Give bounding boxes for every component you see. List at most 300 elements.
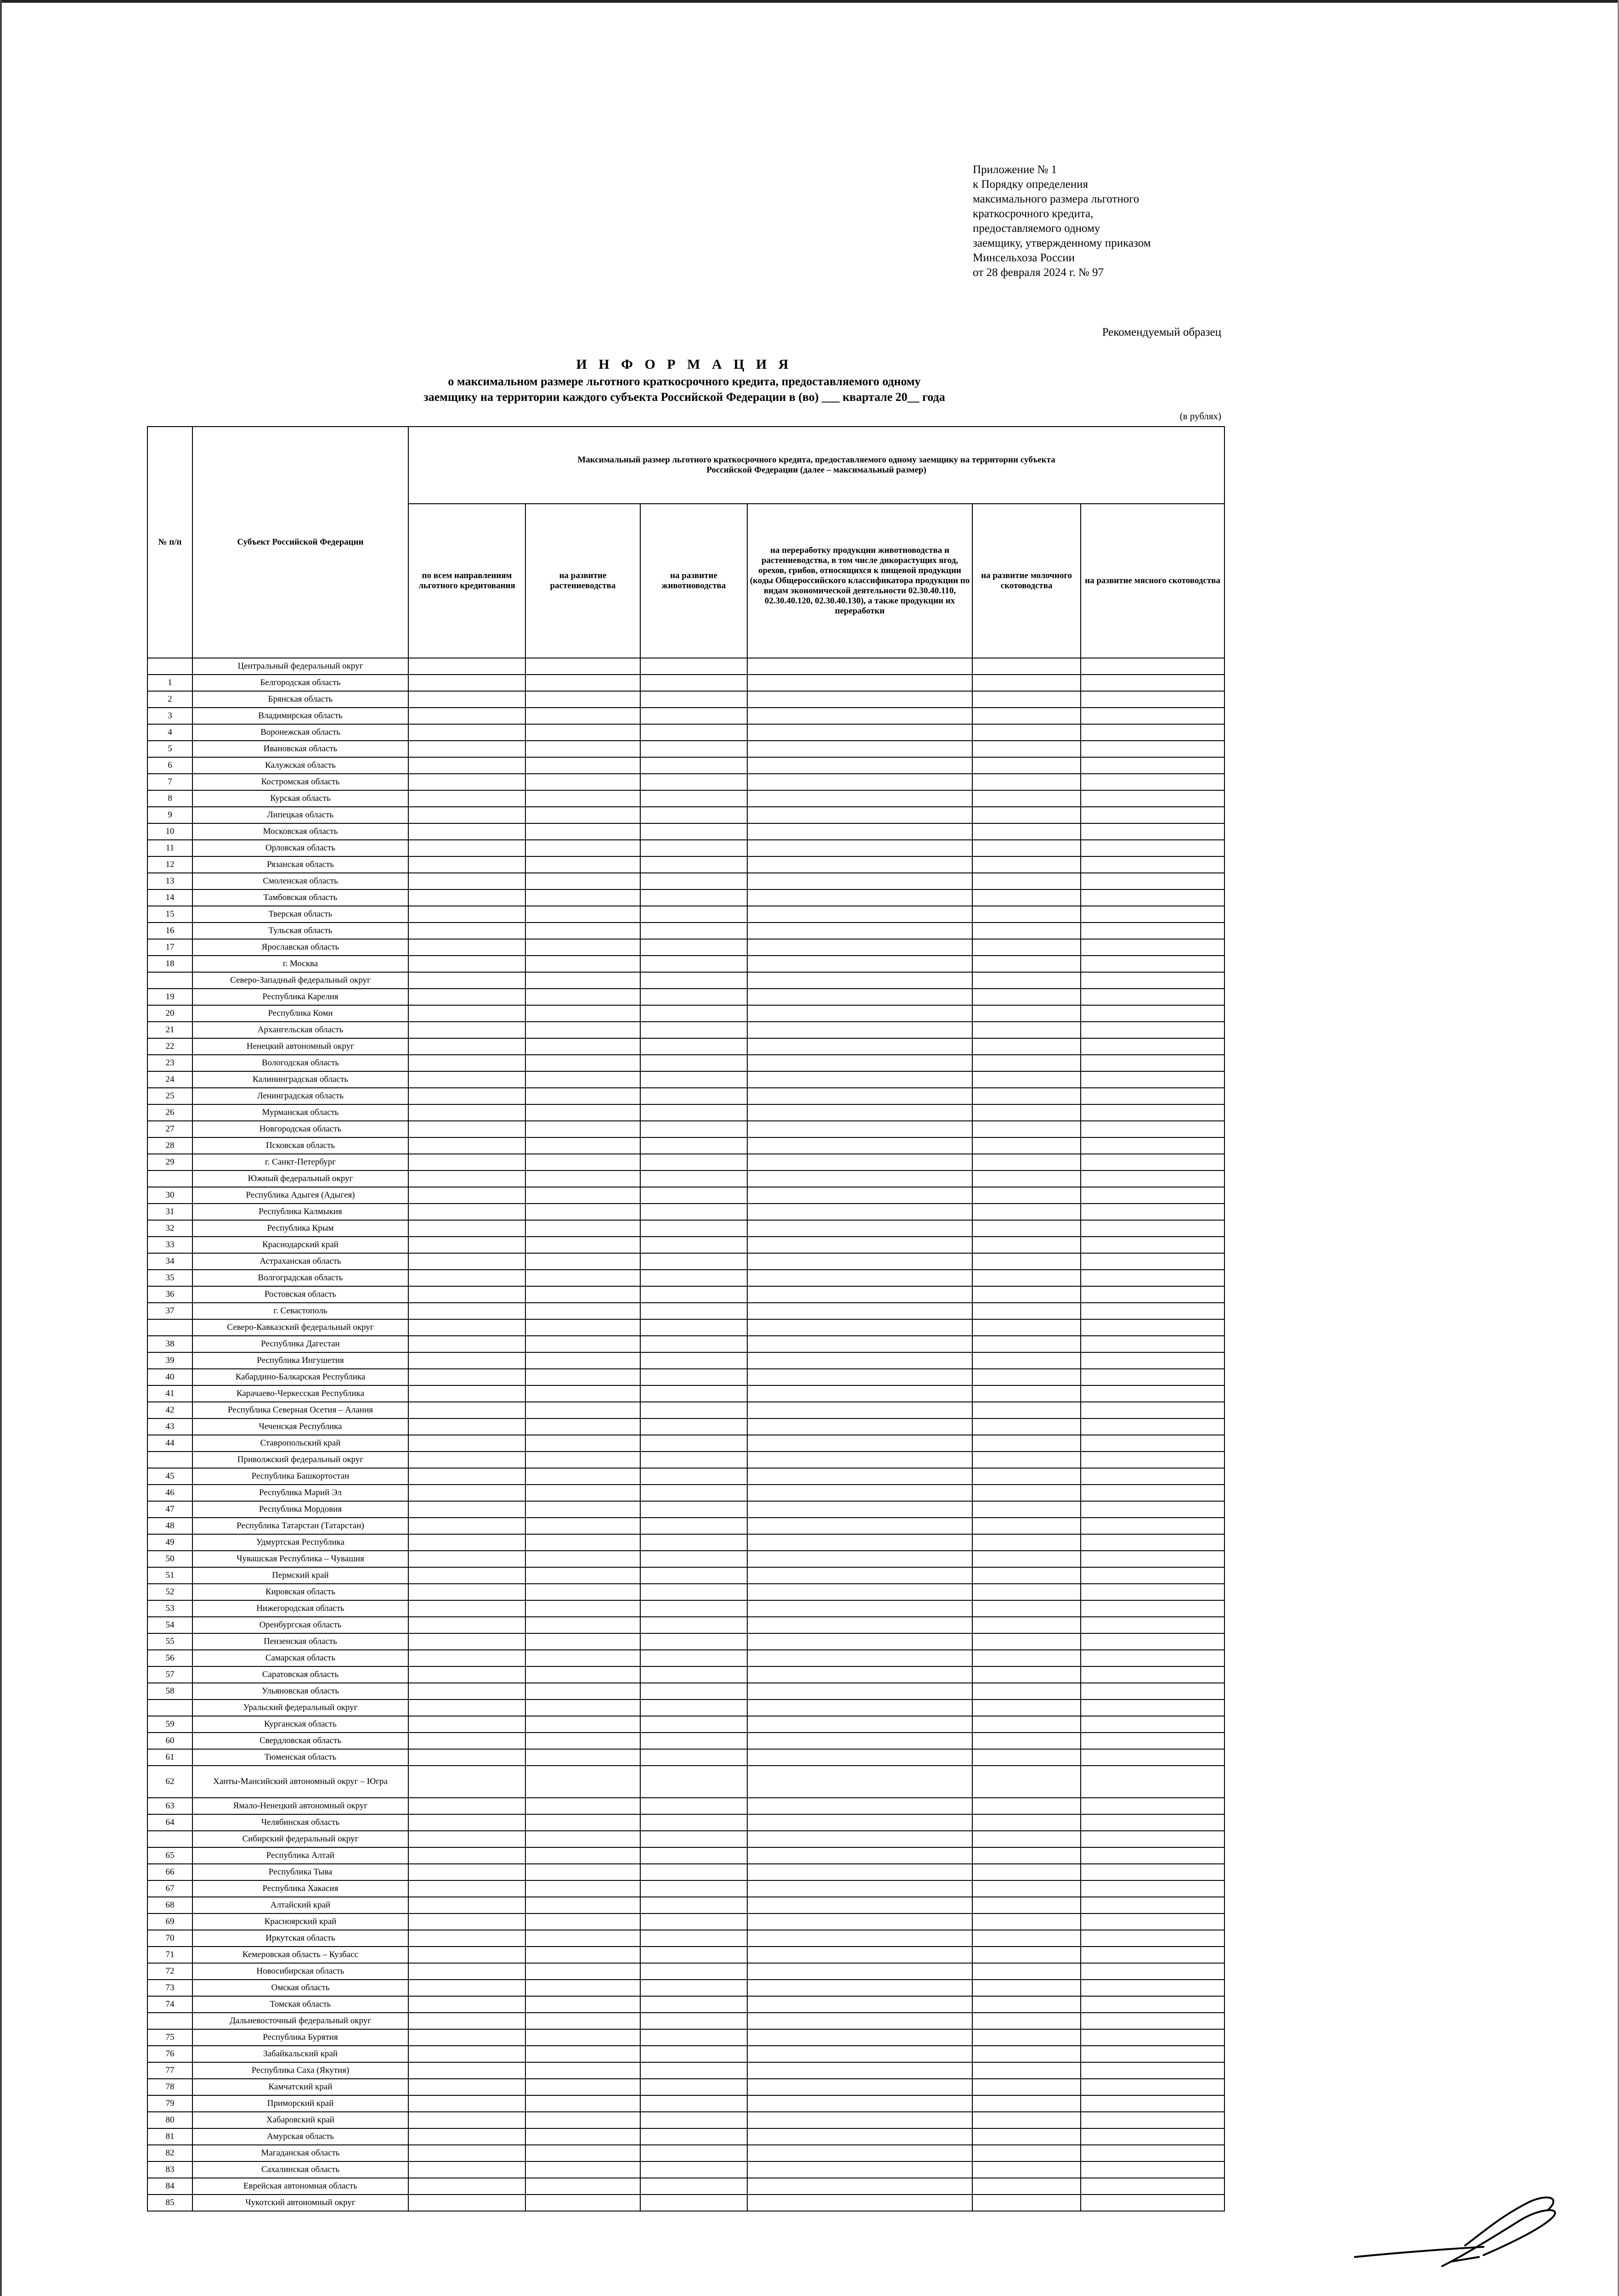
value-cell	[640, 1171, 747, 1187]
value-cell	[525, 2046, 640, 2062]
value-cell	[525, 1071, 640, 1088]
value-cell	[640, 1633, 747, 1650]
value-cell	[640, 1534, 747, 1551]
value-cell	[747, 2178, 972, 2195]
table-row	[147, 1485, 1224, 1501]
value-cell	[525, 691, 640, 708]
row-number: 63	[147, 1798, 192, 1814]
value-cell	[1081, 2013, 1224, 2029]
value-cell	[408, 1980, 525, 1996]
row-number: 56	[147, 1650, 192, 1666]
table-row	[147, 2178, 1224, 2195]
value-cell	[972, 2013, 1081, 2029]
value-cell	[525, 1038, 640, 1055]
value-cell	[747, 1666, 972, 1683]
value-cell	[640, 1716, 747, 1733]
value-cell	[640, 1286, 747, 1303]
row-number: 13	[147, 873, 192, 889]
document-title	[138, 355, 1231, 405]
value-cell	[1081, 1171, 1224, 1187]
value-cell	[525, 2095, 640, 2112]
federal-district-name: Дальневосточный федеральный округ	[192, 2013, 408, 2029]
value-cell	[525, 873, 640, 889]
value-cell	[640, 1930, 747, 1947]
value-cell	[640, 1204, 747, 1220]
value-cell	[1081, 1220, 1224, 1237]
value-cell	[408, 675, 525, 691]
value-cell	[747, 1814, 972, 1831]
value-cell	[1081, 1071, 1224, 1088]
value-cell	[972, 906, 1081, 923]
value-cell	[747, 807, 972, 823]
value-cell	[525, 1385, 640, 1402]
value-cell	[408, 939, 525, 956]
value-cell	[525, 1864, 640, 1880]
value-cell	[747, 1137, 972, 1154]
value-cell	[525, 1880, 640, 1897]
table-row	[147, 840, 1224, 856]
table-row	[147, 1880, 1224, 1897]
value-cell	[525, 708, 640, 724]
value-cell	[408, 972, 525, 989]
value-cell	[972, 708, 1081, 724]
value-cell	[747, 724, 972, 741]
subject-name: Ленинградская область	[192, 1088, 408, 1104]
table-row	[147, 1518, 1224, 1534]
value-cell	[525, 1798, 640, 1814]
appendix-line: к Порядку определения	[973, 178, 1089, 191]
value-cell	[747, 1336, 972, 1352]
subject-name: Брянская область	[192, 691, 408, 708]
value-cell	[1081, 774, 1224, 790]
value-cell	[747, 1237, 972, 1253]
value-cell	[640, 675, 747, 691]
value-cell	[408, 1005, 525, 1022]
value-cell	[1081, 1567, 1224, 1584]
row-number: 23	[147, 1055, 192, 1071]
value-cell	[747, 1005, 972, 1022]
value-cell	[972, 889, 1081, 906]
appendix-line: Минсельхоза России	[973, 252, 1075, 264]
value-cell	[640, 2128, 747, 2145]
subject-name: Приморский край	[192, 2095, 408, 2112]
value-cell	[640, 1683, 747, 1699]
value-cell	[1081, 1930, 1224, 1947]
value-cell	[640, 1880, 747, 1897]
value-cell	[747, 1733, 972, 1749]
value-cell	[640, 724, 747, 741]
value-cell	[525, 1534, 640, 1551]
value-cell	[972, 675, 1081, 691]
value-cell	[747, 1683, 972, 1699]
value-cell	[525, 675, 640, 691]
value-cell	[408, 1666, 525, 1683]
value-cell	[972, 1237, 1081, 1253]
value-cell	[1081, 856, 1224, 873]
subject-name: Кабардино-Балкарская Республика	[192, 1369, 408, 1385]
value-cell	[1081, 1699, 1224, 1716]
value-cell	[1081, 2178, 1224, 2195]
value-cell	[972, 1055, 1081, 1071]
value-cell	[972, 2029, 1081, 2046]
value-cell	[972, 923, 1081, 939]
row-number: 7	[147, 774, 192, 790]
subject-name: Свердловская область	[192, 1733, 408, 1749]
value-cell	[525, 1137, 640, 1154]
value-cell	[525, 1237, 640, 1253]
value-cell	[972, 1600, 1081, 1617]
value-cell	[640, 1947, 747, 1963]
table-row	[147, 1022, 1224, 1038]
value-cell	[972, 1913, 1081, 1930]
table-row	[147, 1650, 1224, 1666]
value-cell	[525, 807, 640, 823]
value-cell	[525, 1930, 640, 1947]
row-number: 43	[147, 1418, 192, 1435]
value-cell	[747, 906, 972, 923]
value-cell	[1081, 1022, 1224, 1038]
value-cell	[1081, 1814, 1224, 1831]
value-cell	[525, 1022, 640, 1038]
value-cell	[640, 1733, 747, 1749]
value-cell	[1081, 1897, 1224, 1913]
value-cell	[640, 1352, 747, 1369]
table-row	[147, 1220, 1224, 1237]
header-processing: на переработку продукции животноводства и растениеводства, в том числе дикорастущих ягод, орехов, грибов, относящихся к пищевой продукции (коды Общероссийского классификатора продукции по видам экономической деятельности 02.30.40.110, 02.30.40.120, 02.30.40.130), а также продукции их переработки	[747, 504, 972, 658]
value-cell	[408, 1055, 525, 1071]
value-cell	[972, 1435, 1081, 1452]
row-number: 29	[147, 1154, 192, 1171]
table-row	[147, 1666, 1224, 1683]
value-cell	[525, 1369, 640, 1385]
header-livestock: на развитие животноводства	[640, 504, 747, 658]
value-cell	[408, 1402, 525, 1418]
value-cell	[747, 1584, 972, 1600]
value-cell	[640, 2112, 747, 2128]
row-number: 18	[147, 956, 192, 972]
value-cell	[640, 1418, 747, 1435]
table-row	[147, 1930, 1224, 1947]
subject-name: Ростовская область	[192, 1286, 408, 1303]
value-cell	[972, 1501, 1081, 1518]
value-cell	[747, 1154, 972, 1171]
table-row	[147, 658, 1224, 675]
row-number	[147, 972, 192, 989]
subject-name: Республика Хакасия	[192, 1880, 408, 1897]
value-cell	[747, 1749, 972, 1766]
federal-district-name: Приволжский федеральный округ	[192, 1452, 408, 1468]
subject-name: Курганская область	[192, 1716, 408, 1733]
row-number: 70	[147, 1930, 192, 1947]
value-cell	[525, 1766, 640, 1798]
subject-name: Тульская область	[192, 923, 408, 939]
value-cell	[408, 1996, 525, 2013]
value-cell	[640, 1253, 747, 1270]
value-cell	[408, 1319, 525, 1336]
row-number: 68	[147, 1897, 192, 1913]
value-cell	[640, 1336, 747, 1352]
table-row	[147, 2145, 1224, 2161]
value-cell	[747, 1071, 972, 1088]
value-cell	[1081, 1385, 1224, 1402]
value-cell	[525, 1567, 640, 1584]
value-cell	[1081, 2062, 1224, 2079]
row-number: 3	[147, 708, 192, 724]
value-cell	[640, 1584, 747, 1600]
row-number: 32	[147, 1220, 192, 1237]
table-row	[147, 1584, 1224, 1600]
value-cell	[640, 972, 747, 989]
row-number: 57	[147, 1666, 192, 1683]
value-cell	[640, 790, 747, 807]
subject-name: Еврейская автономная область	[192, 2178, 408, 2195]
value-cell	[1081, 1980, 1224, 1996]
value-cell	[640, 1518, 747, 1534]
value-cell	[525, 1716, 640, 1733]
table-row	[147, 757, 1224, 774]
value-cell	[408, 1071, 525, 1088]
value-cell	[1081, 1864, 1224, 1880]
value-cell	[408, 1336, 525, 1352]
table-row	[147, 1633, 1224, 1650]
subject-name: Республика Крым	[192, 1220, 408, 1237]
table-row	[147, 2013, 1224, 2029]
table-row	[147, 1468, 1224, 1485]
value-cell	[972, 1253, 1081, 1270]
row-number: 53	[147, 1600, 192, 1617]
value-cell	[1081, 989, 1224, 1005]
subject-name: Республика Тыва	[192, 1864, 408, 1880]
federal-district-name: Уральский федеральный округ	[192, 1699, 408, 1716]
value-cell	[1081, 2079, 1224, 2095]
subject-name: Республика Северная Осетия – Алания	[192, 1402, 408, 1418]
appendix-note	[973, 163, 1294, 280]
value-cell	[972, 1336, 1081, 1352]
row-number: 61	[147, 1749, 192, 1766]
subject-name: Мурманская область	[192, 1104, 408, 1121]
value-cell	[640, 1814, 747, 1831]
value-cell	[747, 1171, 972, 1187]
row-number: 42	[147, 1402, 192, 1418]
value-cell	[525, 1336, 640, 1352]
row-number: 33	[147, 1237, 192, 1253]
subject-name: Новосибирская область	[192, 1963, 408, 1980]
value-cell	[640, 741, 747, 757]
value-cell	[972, 1880, 1081, 1897]
row-number	[147, 1831, 192, 1847]
value-cell	[747, 2195, 972, 2211]
row-number	[147, 1171, 192, 1187]
value-cell	[747, 1930, 972, 1947]
value-cell	[640, 691, 747, 708]
row-number: 76	[147, 2046, 192, 2062]
table-row	[147, 2095, 1224, 2112]
value-cell	[525, 1485, 640, 1501]
value-cell	[408, 956, 525, 972]
value-cell	[525, 889, 640, 906]
value-cell	[640, 1137, 747, 1154]
table-row	[147, 1402, 1224, 1418]
value-cell	[972, 2046, 1081, 2062]
table-row	[147, 1897, 1224, 1913]
value-cell	[972, 856, 1081, 873]
value-cell	[525, 1418, 640, 1435]
subject-name: г. Санкт-Петербург	[192, 1154, 408, 1171]
value-cell	[1081, 1402, 1224, 1418]
value-cell	[972, 1633, 1081, 1650]
table-row	[147, 1749, 1224, 1766]
value-cell	[640, 923, 747, 939]
subject-name: Республика Татарстан (Татарстан)	[192, 1518, 408, 1534]
value-cell	[640, 1963, 747, 1980]
value-cell	[972, 1468, 1081, 1485]
value-cell	[408, 1352, 525, 1369]
value-cell	[1081, 1947, 1224, 1963]
subject-name: Чеченская Республика	[192, 1418, 408, 1435]
subject-name: Ставропольский край	[192, 1435, 408, 1452]
value-cell	[972, 1847, 1081, 1864]
value-cell	[640, 2062, 747, 2079]
value-cell	[525, 658, 640, 675]
value-cell	[972, 2145, 1081, 2161]
table-row	[147, 1716, 1224, 1733]
value-cell	[525, 2013, 640, 2029]
table-row	[147, 807, 1224, 823]
value-cell	[408, 2178, 525, 2195]
row-number: 30	[147, 1187, 192, 1204]
value-cell	[640, 1038, 747, 1055]
value-cell	[408, 1452, 525, 1468]
appendix-line: от 28 февраля 2024 г. № 97	[973, 266, 1104, 279]
table-row	[147, 1980, 1224, 1996]
value-cell	[747, 989, 972, 1005]
value-cell	[972, 1204, 1081, 1220]
scan-edge-top	[0, 0, 1619, 3]
value-cell	[1081, 1766, 1224, 1798]
value-cell	[640, 1435, 747, 1452]
federal-district-name: Северо-Кавказский федеральный округ	[192, 1319, 408, 1336]
table-row	[147, 972, 1224, 989]
credit-limits-table	[147, 426, 1225, 2212]
table-row	[147, 2195, 1224, 2211]
value-cell	[525, 923, 640, 939]
row-number: 17	[147, 939, 192, 956]
table-row	[147, 1501, 1224, 1518]
value-cell	[408, 1468, 525, 1485]
subject-name: Архангельская область	[192, 1022, 408, 1038]
table-row	[147, 939, 1224, 956]
row-number: 84	[147, 2178, 192, 2195]
subject-name: Омская область	[192, 1980, 408, 1996]
value-cell	[1081, 1501, 1224, 1518]
value-cell	[408, 1650, 525, 1666]
value-cell	[1081, 1485, 1224, 1501]
subject-name: Волгоградская область	[192, 1270, 408, 1286]
value-cell	[408, 889, 525, 906]
value-cell	[640, 2079, 747, 2095]
table-row	[147, 1005, 1224, 1022]
value-cell	[1081, 1154, 1224, 1171]
value-cell	[640, 1847, 747, 1864]
row-number: 34	[147, 1253, 192, 1270]
value-cell	[408, 1088, 525, 1104]
subject-name: Липецкая область	[192, 807, 408, 823]
value-cell	[640, 1468, 747, 1485]
row-number: 39	[147, 1352, 192, 1369]
value-cell	[640, 1237, 747, 1253]
row-number: 15	[147, 906, 192, 923]
value-cell	[408, 1617, 525, 1633]
value-cell	[640, 1319, 747, 1336]
subject-name: Иркутская область	[192, 1930, 408, 1947]
subject-name: Смоленская область	[192, 873, 408, 889]
row-number: 65	[147, 1847, 192, 1864]
value-cell	[972, 1154, 1081, 1171]
value-cell	[1081, 1600, 1224, 1617]
subject-name: Воронежская область	[192, 724, 408, 741]
value-cell	[747, 1600, 972, 1617]
value-cell	[972, 1930, 1081, 1947]
value-cell	[525, 1749, 640, 1766]
header-beef-cattle: на развитие мясного скотоводства	[1081, 504, 1224, 658]
value-cell	[1081, 1749, 1224, 1766]
value-cell	[640, 2195, 747, 2211]
row-number: 25	[147, 1088, 192, 1104]
table-row	[147, 675, 1224, 691]
value-cell	[640, 1005, 747, 1022]
value-cell	[747, 823, 972, 840]
value-cell	[408, 1963, 525, 1980]
value-cell	[747, 840, 972, 856]
value-cell	[525, 1088, 640, 1104]
value-cell	[972, 1683, 1081, 1699]
row-number: 58	[147, 1683, 192, 1699]
subject-name: Республика Калмыкия	[192, 1204, 408, 1220]
value-cell	[1081, 1666, 1224, 1683]
subject-name: Пермский край	[192, 1567, 408, 1584]
value-cell	[972, 1534, 1081, 1551]
value-cell	[972, 774, 1081, 790]
value-cell	[408, 1798, 525, 1814]
table-row	[147, 1303, 1224, 1319]
value-cell	[972, 1137, 1081, 1154]
value-cell	[408, 1171, 525, 1187]
federal-district-name: Центральный федеральный округ	[192, 658, 408, 675]
value-cell	[1081, 823, 1224, 840]
row-number: 72	[147, 1963, 192, 1980]
table-row	[147, 1071, 1224, 1088]
value-cell	[747, 1055, 972, 1071]
value-cell	[972, 823, 1081, 840]
value-cell	[408, 1154, 525, 1171]
value-cell	[747, 956, 972, 972]
value-cell	[525, 1947, 640, 1963]
table-row	[147, 1154, 1224, 1171]
header-dairy-cattle: на развитие молочного скотоводства	[972, 504, 1081, 658]
subject-name: Новгородская область	[192, 1121, 408, 1137]
value-cell	[525, 1303, 640, 1319]
table-row	[147, 1831, 1224, 1847]
row-number: 71	[147, 1947, 192, 1963]
value-cell	[747, 1518, 972, 1534]
subject-name: Саратовская область	[192, 1666, 408, 1683]
value-cell	[747, 856, 972, 873]
value-cell	[972, 972, 1081, 989]
value-cell	[408, 1600, 525, 1617]
value-cell	[640, 774, 747, 790]
value-cell	[747, 708, 972, 724]
value-cell	[1081, 2029, 1224, 2046]
